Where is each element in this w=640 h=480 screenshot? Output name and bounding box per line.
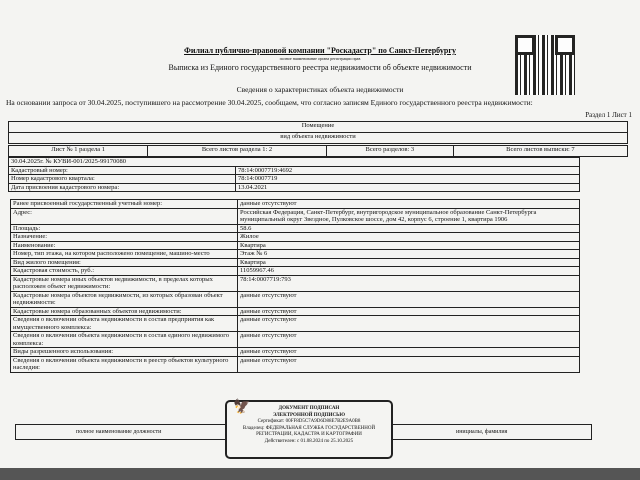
sheet-info: Всего листов выписки: 7 <box>453 146 627 157</box>
sheet-info: Лист № 1 раздела 1 <box>9 146 148 157</box>
field-value: 78:14:0007719:4692 <box>236 166 580 175</box>
field-label: Кадастровые номера объектов недвижимости, из которых образован объект недвижимости: <box>11 291 238 307</box>
electronic-signature-stamp <box>225 400 393 459</box>
table-row <box>11 200 580 209</box>
field-label: Кадастровые номера образованных объектов недвижимости: <box>11 307 238 316</box>
table-row <box>11 356 580 372</box>
field-value: данные отсутствуют <box>238 307 580 316</box>
stamp-line: РЕГИСТРАЦИИ, КАДАСТРА И КАРТОГРАФИИ <box>256 432 362 437</box>
table-row <box>11 332 580 348</box>
field-value: Российская Федерация, Санкт-Петербург, внутригородское муниципальное образование Санкт-Петербурга муниципальный округ Звездное, Пулковское шоссе, дом 42, корпус 6, строение 1, квартира 1906 <box>238 208 580 224</box>
section-sheet: Раздел 1 Лист 1 <box>585 111 632 119</box>
org-caption: полное наименование органа регистрации прав <box>279 56 361 61</box>
field-label: Назначение: <box>11 233 238 242</box>
field-label: Наименование: <box>11 241 238 250</box>
table-row <box>11 224 580 233</box>
sheet-info-table <box>8 145 628 157</box>
table-row <box>11 316 580 332</box>
field-label: Вид жилого помещения: <box>11 258 238 267</box>
field-value: Квартира <box>238 241 580 250</box>
table-row <box>11 267 580 276</box>
field-value: данные отсутствуют <box>238 348 580 357</box>
stamp-line: Сертификат: 00FF8D5C7A9D6D88E7B2E9A0B8 <box>257 419 361 424</box>
emblem-icon: 🦅 <box>233 400 251 415</box>
field-label: Номер кадастрового квартала: <box>9 175 236 184</box>
field-label: Адрес: <box>11 208 238 224</box>
field-label: Кадастровый номер: <box>9 166 236 175</box>
field-label: Дата присвоения кадастрового номера: <box>9 183 236 192</box>
field-label: Площадь: <box>11 224 238 233</box>
object-type-table <box>8 121 628 144</box>
table-row <box>11 307 580 316</box>
stamp-line: Владелец: ФЕДЕРАЛЬНАЯ СЛУЖБА ГОСУДАРСТВЕННОЙ <box>242 425 376 431</box>
table-row <box>11 250 580 259</box>
field-value: 78:14:0007719 <box>236 175 580 184</box>
org-name: Филиал публично-правовой компании "Роскадастр" по Санкт-Петербургу <box>184 46 456 55</box>
field-value: 11059967.46 <box>238 267 580 276</box>
field-label: Кадастровая стоимость, руб.: <box>11 267 238 276</box>
field-label: Сведения о включении объекта недвижимости в реестр объектов культурного наследия: <box>11 356 238 372</box>
object-type-caption: вид объекта недвижимости <box>9 133 628 144</box>
field-value: данные отсутствуют <box>238 200 580 209</box>
table-row <box>11 241 580 250</box>
table-row <box>11 291 580 307</box>
basis-text: На основании запроса от 30.04.2025, поступившего на рассмотрение 30.04.2025, сообщаем, что согласно записям Единого государственного реестра недвижимости: <box>6 98 533 107</box>
characteristics-table <box>10 199 580 373</box>
field-value: 58.6 <box>238 224 580 233</box>
sheet-info: Всего листов раздела 1: 2 <box>148 146 327 157</box>
field-label: Номер, тип этажа, на котором расположено помещение, машино-место <box>11 250 238 259</box>
table-row <box>11 233 580 242</box>
field-label: Кадастровые номера иных объектов недвижимости, в пределах которых расположен объект недвижимости: <box>11 275 238 291</box>
field-label: Сведения о включении объекта недвижимости в состав единого недвижимого комплекса: <box>11 332 238 348</box>
document-number: 30.04.2025г. № КУВИ-001/2025-99170080 <box>9 158 580 167</box>
table-row <box>11 258 580 267</box>
stamp-line: ЭЛЕКТРОННОЙ ПОДПИСЬЮ <box>272 412 346 418</box>
document-subtitle: Сведения о характеристиках объекта недвижимости <box>236 85 404 94</box>
cadastral-table <box>8 157 580 192</box>
field-label: Ранее присвоенный государственный учетный номер: <box>11 200 238 209</box>
initials-caption: инициалы, фамилия <box>456 429 508 435</box>
field-value: Этаж № 6 <box>238 250 580 259</box>
field-label: Сведения о включении объекта недвижимости в состав предприятия как имущественного комплекса: <box>11 316 238 332</box>
field-value: Квартира <box>238 258 580 267</box>
document-title: Выписка из Единого государственного реестра недвижимости об объекте недвижимости <box>168 63 472 72</box>
field-value: 78:14:0007719:793 <box>238 275 580 291</box>
position-caption: полное наименование должности <box>76 429 162 435</box>
field-value: Жилое <box>238 233 580 242</box>
field-value: данные отсутствуют <box>238 291 580 307</box>
field-label: Виды разрешенного использования: <box>11 348 238 357</box>
field-value: данные отсутствуют <box>238 356 580 372</box>
field-value: данные отсутствуют <box>238 316 580 332</box>
field-value: данные отсутствуют <box>238 332 580 348</box>
object-type: Помещение <box>9 122 628 133</box>
scanner-edge <box>0 468 640 480</box>
table-row <box>11 208 580 224</box>
table-row <box>11 348 580 357</box>
sheet-info: Всего разделов: 3 <box>326 146 453 157</box>
field-value: 13.04.2021 <box>236 183 580 192</box>
table-row <box>11 275 580 291</box>
stamp-line: ДОКУМЕНТ ПОДПИСАН <box>278 406 340 411</box>
stamp-line: Действителен: с 01.08.2024 по 25.10.2025 <box>264 438 354 444</box>
